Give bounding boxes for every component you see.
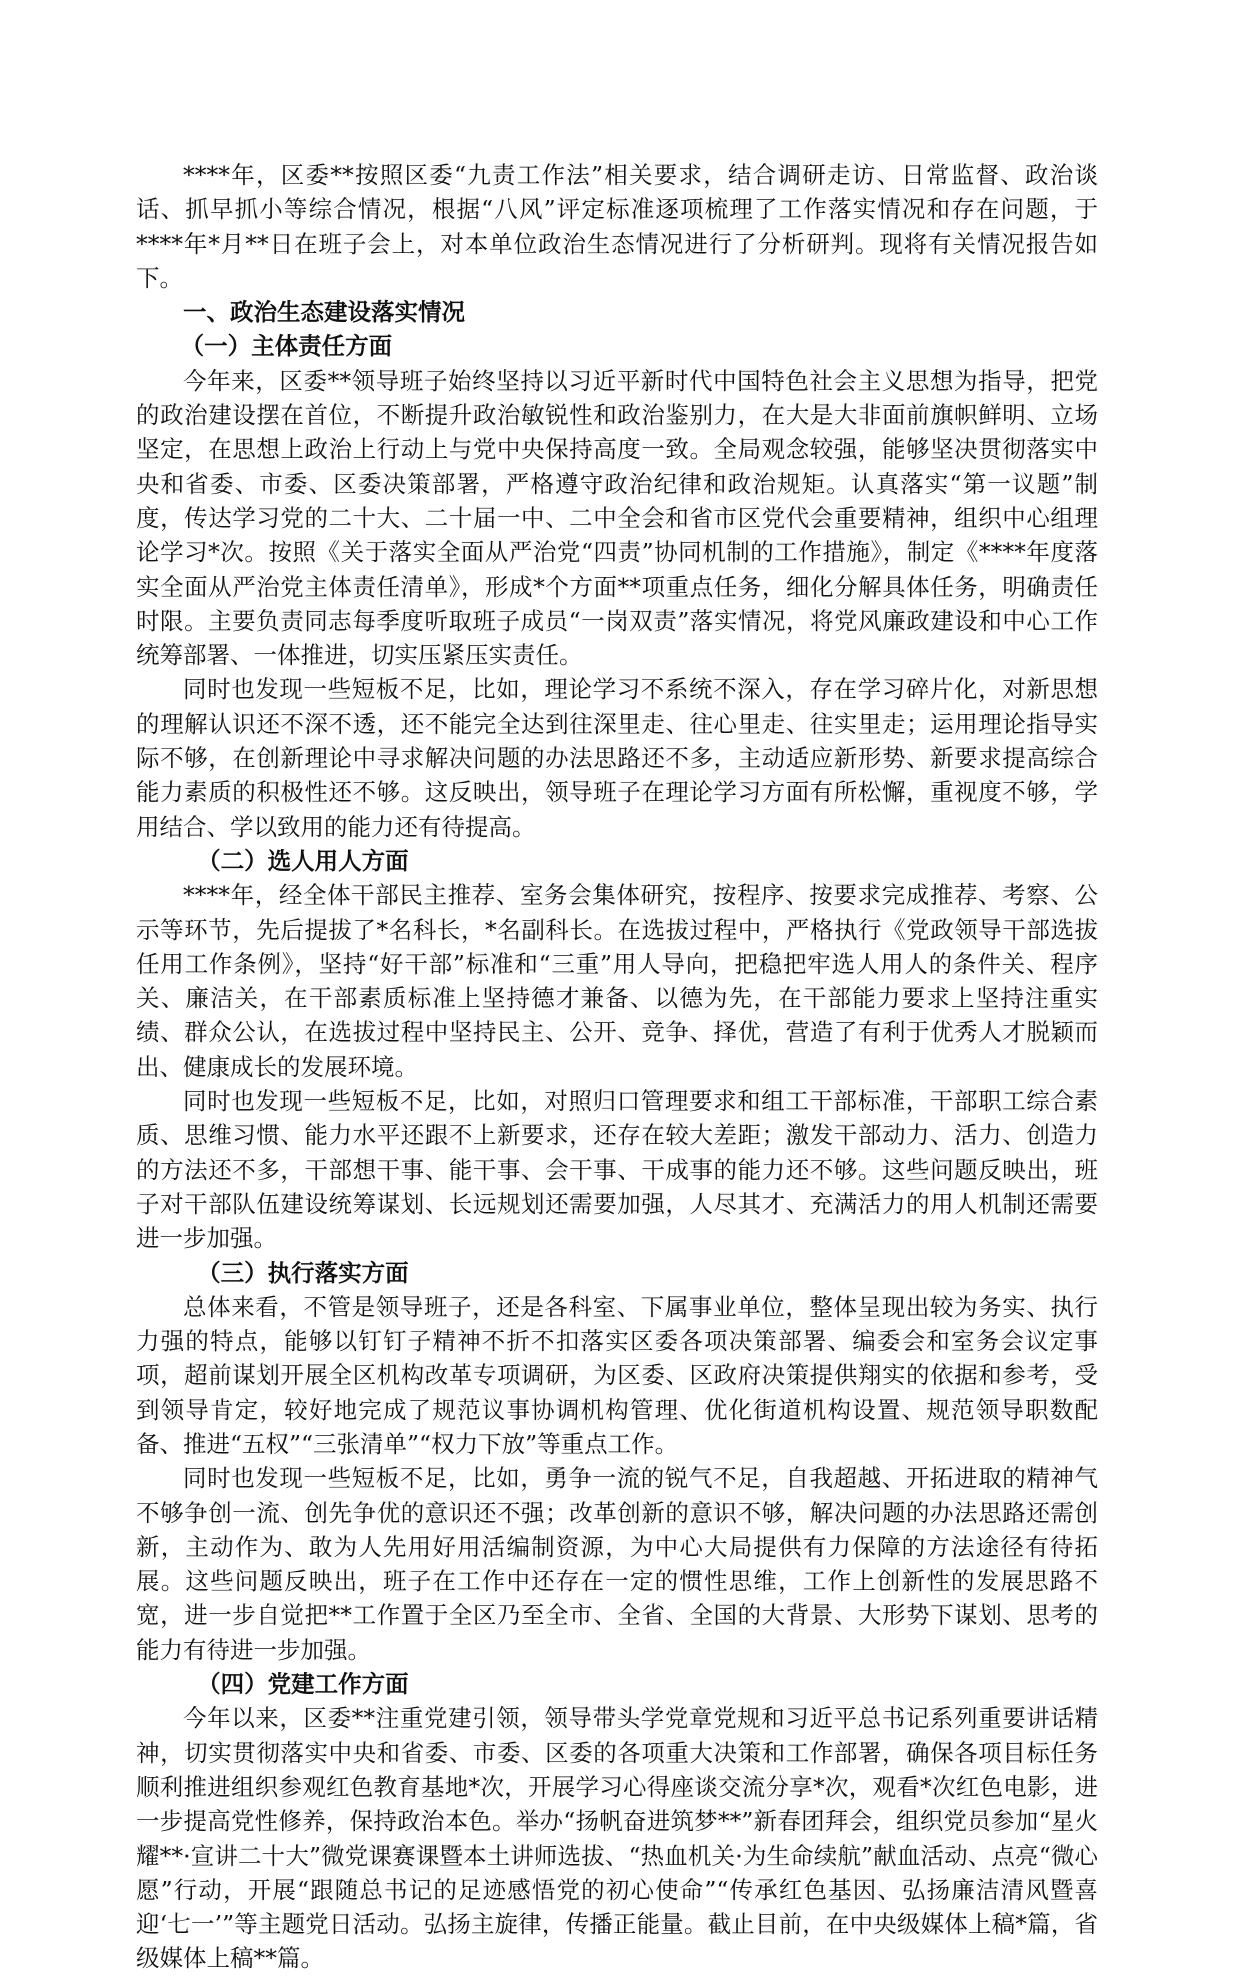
paragraph-responsibility-2: 同时也发现一些短板不足，比如，理论学习不系统不深入，存在学习碎片化，对新思想的理解认识还不深不透，还不能完全达到往深里走、往心里走、往实里走；运用理论指导实际不够，在创新理论中寻求解决问题的办法思路还不多，主动适应新形势、新要求提高综合能力素质的积极性还不够。这反映出，领导班子在理论学习方面有所松懈，重视度不够，学用结合、学以致用的能力还有待提高。 (136, 675, 1098, 841)
intro-paragraph: ****年，区委**按照区委“九责工作法”相关要求，结合调研走访、日常监督、政治谈话、抓早抓小等综合情况，根据“八风”评定标准逐项梳理了工作落实情况和存在问题，于****年*月**日在班子会上，对本单位政治生态情况进行了分析研判。现将有关情况报告如下。 (136, 161, 1098, 292)
subsection-heading-personnel: （二）选人用人方面 (197, 846, 409, 875)
document-page (136, 158, 1098, 1976)
subsection-heading-responsibility: （一）主体责任方面 (180, 332, 393, 361)
subsection-heading-execution: （三）执行落实方面 (197, 1258, 409, 1287)
paragraph-party-building-1: 今年以来，区委**注重党建引领，领导带头学党章党规和习近平总书记系列重要讲话精神，切实贯彻落实中央和省委、市委、区委的各项重大决策和工作部署，确保各项目标任务顺利推进组织参观红色教育基地*次，开展学习心得座谈交流分享*次，观看*次红色电影，进一步提高党性修养，保持政治本色。举办“扬帆奋进筑梦**”新春团拜会，组织党员参加“星火耀**·宣讲二十大”微党课赛课暨本土讲师选拔、“热血机关·为生命续航”献血活动、点亮“微心愿”行动，开展“跟随总书记的足迹感悟党的初心使命”“传承红色基因、弘扬廉洁清风暨喜迎‘七一’”等主题党日活动。弘扬主旋律，传播正能量。截止目前，在中央级媒体上稿*篇，省级媒体上稿**篇。 (136, 1704, 1098, 1973)
paragraph-personnel-1: ****年，经全体干部民主推荐、室务会集体研究，按程序、按要求完成推荐、考察、公示等环节，先后提拔了*名科长，*名副科长。在选拔过程中，严格执行《党政领导干部选拔任用工作条例》，坚持“好干部”标准和“三重”用人导向，把稳把牢选人用人的条件关、程序关、廉洁关，在干部素质标准上坚持德才兼备、以德为先，在干部能力要求上坚持注重实绩、群众公认，在选拔过程中坚持民主、公开、竞争、择优，营造了有利于优秀人才脱颖而出、健康成长的发展环境。 (136, 881, 1098, 1081)
paragraph-personnel-2: 同时也发现一些短板不足，比如，对照归口管理要求和组工干部标准，干部职工综合素质、思维习惯、能力水平还跟不上新要求，还存在较大差距；激发干部动力、活力、创造力的方法还不多，干部想干事、能干事、会干事、干成事的能力还不够。这些问题反映出，班子对干部队伍建设统筹谋划、长远规划还需要加强，人尽其才、充满活力的用人机制还需要进一步加强。 (136, 1087, 1098, 1253)
paragraph-execution-2: 同时也发现一些短板不足，比如，勇争一流的锐气不足，自我超越、开拓进取的精神气不够争创一流、创先争优的意识还不强；改革创新的意识不够，解决问题的办法思路还需创新，主动作为、敢为人先用好用活编制资源，为中心大局提供有力保障的方法途径有待拓展。这些问题反映出，班子在工作中还存在一定的惯性思维，工作上创新性的发展思路不宽，进一步自觉把**工作置于全区乃至全市、全省、全国的大背景、大形势下谋划、思考的能力有待进一步加强。 (136, 1464, 1098, 1664)
paragraph-execution-1: 总体来看，不管是领导班子，还是各科室、下属事业单位，整体呈现出较为务实、执行力强的特点，能够以钉钉子精神不折不扣落实区委各项决策部署、编委会和室务会议定事项，超前谋划开展全区机构改革专项调研，为区委、区政府决策提供翔实的依据和参考，受到领导肯定，较好地完成了规范议事协调机构管理、优化街道机构设置、规范领导职数配备、推进“五权”“三张清单”“权力下放”等重点工作。 (136, 1292, 1098, 1458)
subsection-heading-party-building: （四）党建工作方面 (197, 1670, 409, 1699)
section-heading-1: 一、政治生态建设落实情况 (183, 298, 465, 327)
paragraph-responsibility-1: 今年来，区委**领导班子始终坚持以习近平新时代中国特色社会主义思想为指导，把党的政治建设摆在首位，不断提升政治敏锐性和政治鉴别力，在大是大非面前旗帜鲜明、立场坚定，在思想上政治上行动上与党中央保持高度一致。全局观念较强，能够坚决贯彻落实中央和省委、市委、区委决策部署，严格遵守政治纪律和政治规矩。认真落实“第一议题”制度，传达学习党的二十大、二十届一中、二中全会和省市区党代会重要精神，组织中心组理论学习*次。按照《关于落实全面从严治党“四责”协同机制的工作措施》，制定《****年度落实全面从严治党主体责任清单》，形成*个方面**项重点任务，细化分解具体任务，明确责任时限。主要负责同志每季度听取班子成员“一岗双责”落实情况，将党风廉政建设和中心工作统筹部署、一体推进，切实压紧压实责任。 (136, 366, 1098, 670)
